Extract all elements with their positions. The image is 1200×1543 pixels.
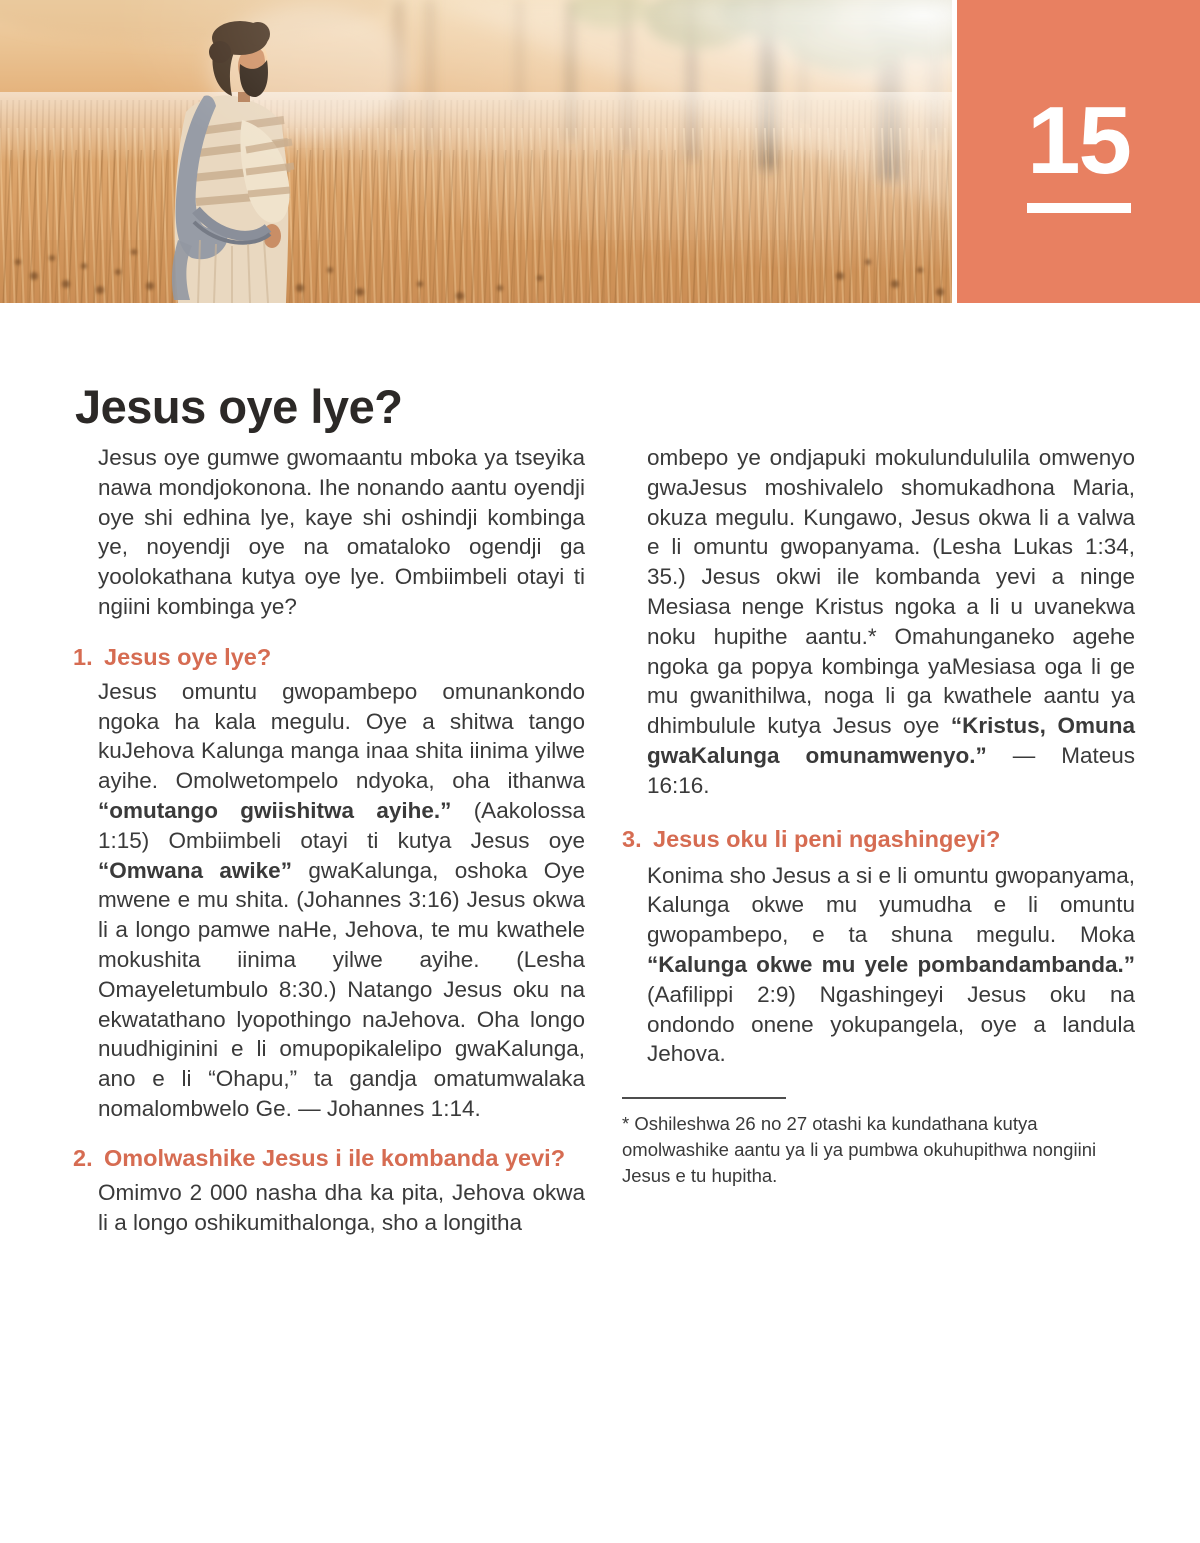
question-1-number: 1.	[73, 643, 93, 670]
field-scene-illustration	[0, 0, 952, 303]
question-2-paragraph-start: Omimvo 2 000 nasha dha ka pita, Jehova okwa li a longo oshikumithalonga, sho a longitha	[98, 1179, 585, 1235]
question-1-paragraph: Jesus omuntu gwopambepo omunankondo ngoka ha kala megulu. Oye a shitwa tango kuJehova Kalunga manga inaa shita iinima yilwe ayihe. Omolwetompelo ndyoka, oha ithanwa “omutango gwiishitwa ayihe.” (Aakolossa 1:15) Ombiimbeli otayi ti kutya Jesus oye “Omwana awike” gwaKalunga, oshoka Oye mwene e mu shita. (Johannes 3:16) Jesus okwa li a longo pamwe naHe, Jehova, te mu kwathele mokushita iinima yilwe ayihe. (Lesha Omayeletumbulo 8:30.) Natango Jesus oku na ekwatathano lyopothingo naJehova. Oha longo nuudhiginini e li omupopikalelipo gwaKalunga, ano e li “Ohapu,” ta gandja omatumwalaka nomalombwelo Ge. — Johannes 1:14.	[98, 678, 585, 1121]
question-1-text: Jesus oye lye?	[104, 643, 272, 670]
question-2-paragraph-continuation: ombepo ye ondjapuki mokulundululila omwenyo gwaJesus moshivalelo shomukadhona Maria, okuza megulu. Kungawo, Jesus okwa li a valwa e li omuntu gwopanyama. (Lesha Lukas 1:34, 35.) Jesus okwi ile kombanda yevi a ninge Mesiasa nenge Kristus ngoka a li u uvanekwa noku hupithe aantu.* Omahunganeko agehe ngoka ga popya kombinga yaMesiasa oga li ge mu gwanithilwa, noga li ga kwathele aantu ya dhimbulule kutya Jesus oye “Kristus, Omuna gwaKalunga omunamwenyo.” — Mateus 16:16.	[647, 445, 1135, 798]
left-column	[73, 443, 585, 1237]
right-column	[622, 443, 1135, 1189]
hero-photo-jesus-walking-in-field	[0, 0, 952, 303]
footnote-text: * Oshileshwa 26 no 27 otashi ka kundathana kutya omolwashike aantu ya li ya pumbwa okuhupithwa nongiini Jesus e tu hupitha.	[622, 1113, 1097, 1186]
intro-paragraph: Jesus oye gumwe gwomaantu mboka ya tseyika nawa mondjokonona. Ihe nonando aantu oyendji oye shi edhina lye, kaye shi oshindji kombinga ye, noyendji oye na omataloko ogendji ga yoolokathana kutya oye lye. Ombiimbeli otayi ti ngiini kombinga ye?	[98, 445, 585, 619]
question-3-paragraph: Konima sho Jesus a si e li omuntu gwopanyama, Kalunga okwe mu yumudha e li omuntu gwopambepo, e ta shuna megulu. Moka “Kalunga okwe mu yele pombandambanda.” (Aafilippi 2:9) Ngashingeyi Jesus oku na ondondo onene yokupangela, oye a landula Jehova.	[647, 862, 1135, 1067]
question-3-number: 3.	[622, 825, 642, 852]
chapter-number-badge	[957, 0, 1200, 303]
question-2-text: Omolwashike Jesus i ile kombanda yevi?	[104, 1144, 566, 1171]
question-2-number: 2.	[73, 1144, 93, 1171]
question-1-heading	[73, 643, 585, 671]
question-3-heading	[622, 825, 1135, 853]
footnote-divider	[622, 1097, 786, 1099]
chapter-number: 15	[1027, 87, 1130, 194]
question-3-text: Jesus oku li peni ngashingeyi?	[653, 825, 1001, 852]
question-2-heading	[73, 1144, 585, 1172]
chapter-number-underline	[1027, 203, 1131, 213]
page-title: Jesus oye lye?	[75, 380, 403, 434]
